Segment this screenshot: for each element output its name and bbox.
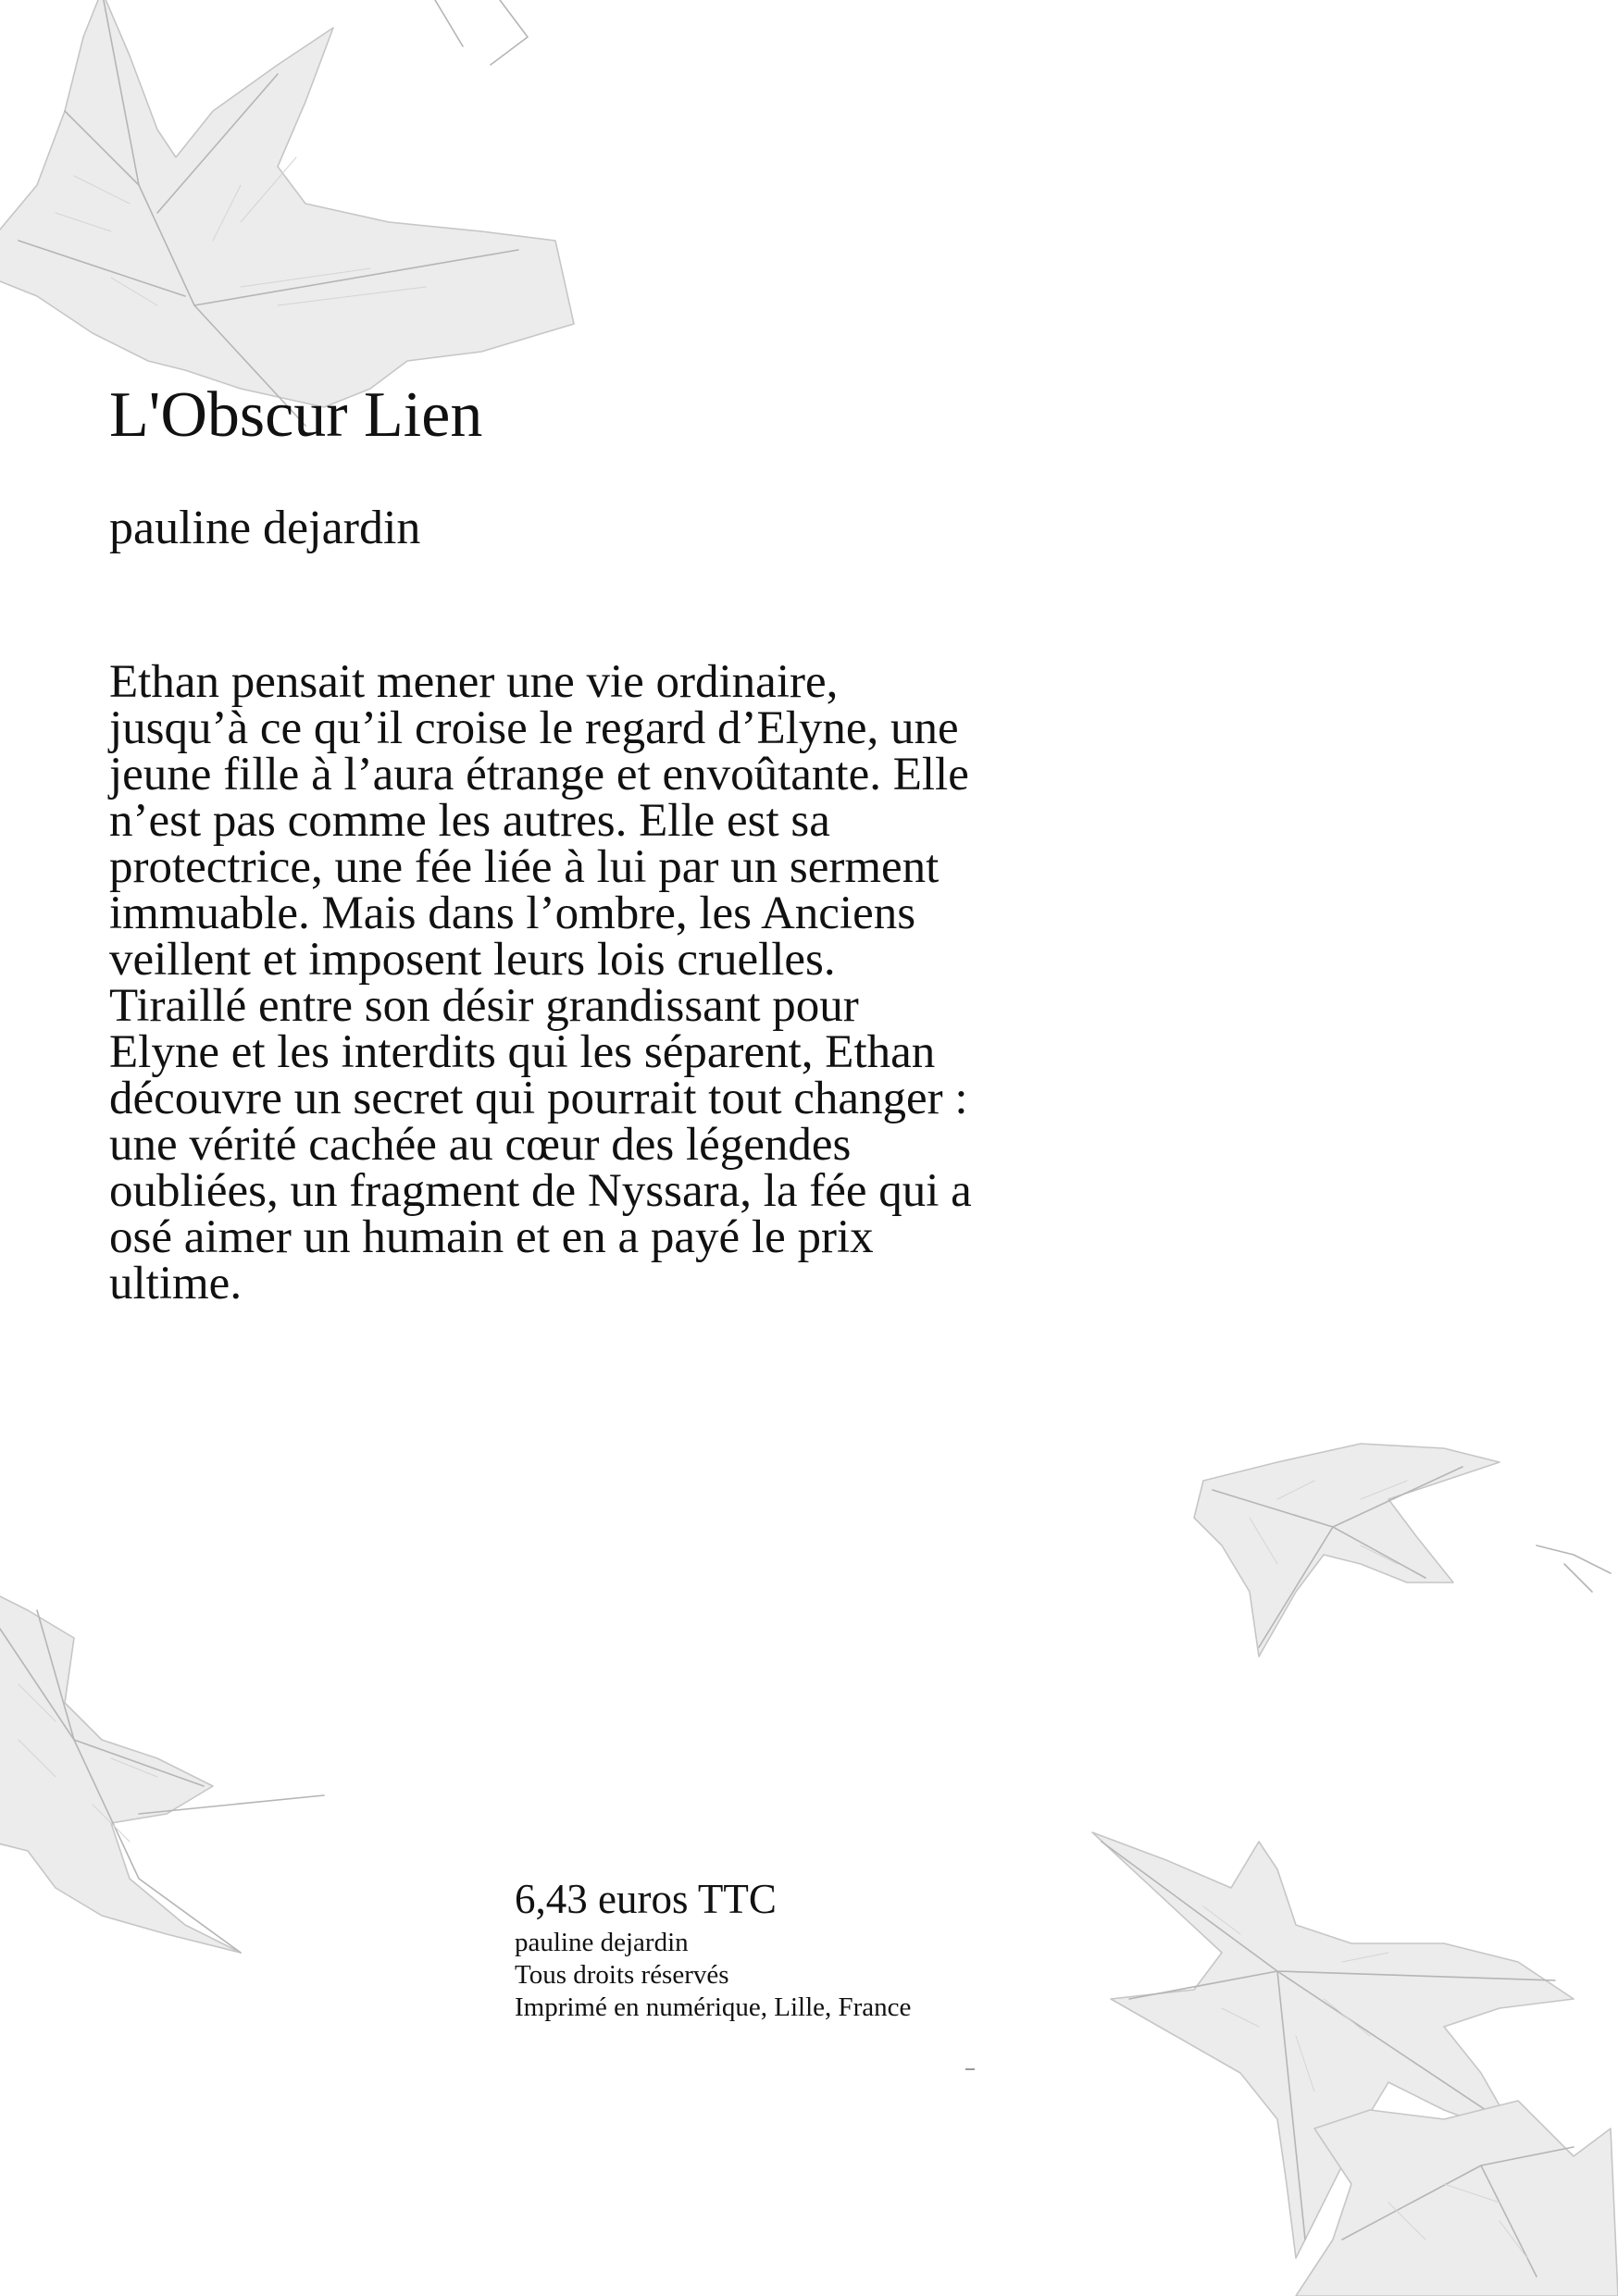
blurb-line: une vérité cachée au cœur des légendes — [109, 1119, 852, 1171]
blurb-line: osé aimer un humain et en a payé le prix — [109, 1211, 874, 1263]
blurb-line: découvre un secret qui pourrait tout changer : — [109, 1073, 968, 1124]
blurb-line: Elyne et les interdits qui les séparent, Ethan — [109, 1026, 936, 1078]
blurb-line: n’est pas comme les autres. Elle est sa — [109, 795, 830, 847]
rights-notice: Tous droits réservés — [515, 1960, 729, 1990]
blurb-line: Tiraillé entre son désir grandissant pour — [109, 980, 859, 1032]
blurb-line: jusqu’à ce qu’il croise le regard d’Elyne, une — [109, 702, 959, 754]
maple-leaf-icon — [0, 0, 574, 426]
printer-mark — [965, 2068, 975, 2070]
colophon — [515, 1871, 1163, 2024]
maple-leaf-icon — [1092, 1832, 1618, 2296]
maple-leaf-icon — [0, 1592, 324, 1953]
price: 6,43 euros TTC — [515, 1876, 777, 1922]
book-title: L'Obscur Lien — [109, 379, 483, 451]
blurb-line: oubliées, un fragment de Nyssara, la fée qui a — [109, 1165, 972, 1217]
author-name: pauline dejardin — [109, 502, 421, 554]
blurb-line: jeune fille à l’aura étrange et envoûtante. Elle — [109, 749, 969, 800]
blurb-line: protectrice, une fée liée à lui par un serment — [109, 841, 940, 893]
publisher-name: pauline dejardin — [515, 1928, 689, 1957]
maple-leaf-icon — [1194, 1444, 1611, 1657]
blurb-line: Ethan pensait mener une vie ordinaire, — [109, 656, 839, 708]
printing-notice: Imprimé en numérique, Lille, France — [515, 1992, 912, 2022]
book-blurb — [109, 656, 1257, 1309]
blurb-line: veillent et imposent leurs lois cruelles. — [109, 934, 836, 986]
blurb-line: immuable. Mais dans l’ombre, les Anciens — [109, 887, 916, 939]
blurb-line: ultime. — [109, 1258, 243, 1309]
